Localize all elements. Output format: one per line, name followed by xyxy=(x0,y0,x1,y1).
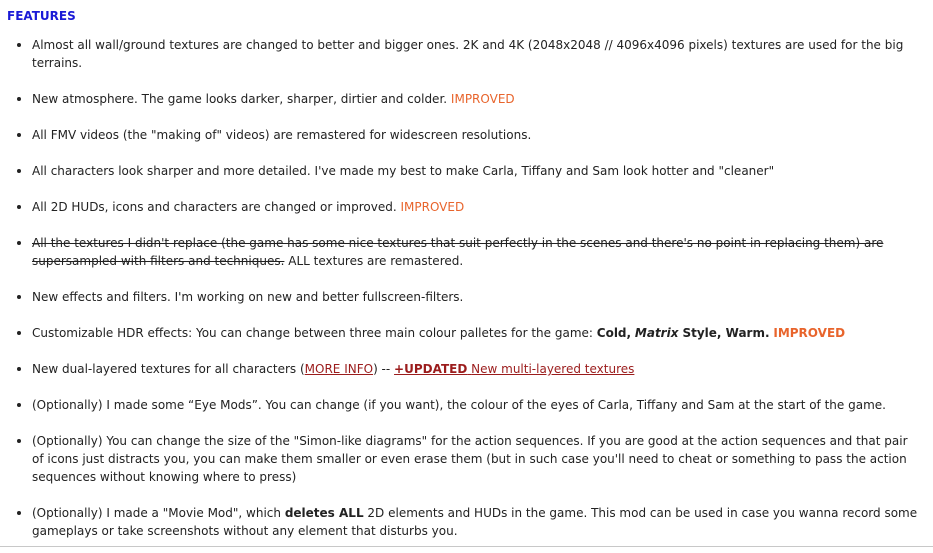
list-item xyxy=(0,396,933,414)
item-text: Customizable HDR effects: You can change between three main colour palletes for the game: xyxy=(32,326,593,340)
item-text: ALL textures are remastered. xyxy=(288,254,464,268)
more-info-link[interactable]: MORE INFO xyxy=(304,362,374,376)
list-item xyxy=(0,126,933,144)
palette-matrix: Matrix xyxy=(634,326,679,340)
item-text: (Optionally) You can change the size of the "Simon-like diagrams" for the action sequences. If you are good at the action sequences and that pair of icons just distracts you, you can make them smaller or even erase them (but in such case you'll need to cheat or something to pass the action sequences without knowing where to press) xyxy=(32,434,908,484)
improved-tag: IMPROVED xyxy=(400,200,465,214)
list-item xyxy=(0,288,933,306)
item-text: All FMV videos (the "making of" videos) are remastered for widescreen resolutions. xyxy=(32,128,532,142)
item-text: (Optionally) I made some “Eye Mods”. You can change (if you want), the colour of the eyes of Carla, Tiffany and Sam at the start of the game. xyxy=(32,398,886,412)
item-text: New effects and filters. I'm working on new and better fullscreen-filters. xyxy=(32,290,464,304)
list-item xyxy=(0,432,933,486)
section-heading: FEATURES xyxy=(7,9,76,23)
item-text: New atmosphere. The game looks darker, sharper, dirtier and colder. xyxy=(32,92,448,106)
list-item xyxy=(0,162,933,180)
improved-tag: IMPROVED xyxy=(773,326,846,340)
item-text: (Optionally) I made a "Movie Mod", which xyxy=(32,506,281,520)
list-item xyxy=(0,360,933,378)
item-text: All characters look sharper and more detailed. I've made my best to make Carla, Tiffany and Sam look hotter and "cleaner" xyxy=(32,164,775,178)
list-item xyxy=(0,234,933,270)
updated-textures-link[interactable] xyxy=(394,362,634,376)
list-item xyxy=(0,504,933,540)
struck-text: All the textures I didn't replace (the game has some nice textures that suit perfectly in the scenes and there's no point in replacing them) are supersampled with filters and techniques. xyxy=(32,236,884,268)
improved-tag: IMPROVED xyxy=(450,92,515,106)
item-text: 2D elements and HUDs in the game. This mod can be used in case you wanna record some gameplays or take screenshots without any element that disturbs you. xyxy=(32,506,918,538)
list-item xyxy=(0,36,933,72)
item-text: New dual-layered textures for all characters ( xyxy=(32,362,305,376)
list-item xyxy=(0,90,933,108)
updated-link-text: New multi-layered textures xyxy=(471,362,635,376)
item-text: Almost all wall/ground textures are changed to better and bigger ones. 2K and 4K (2048x2048 // 4096x4096 pixels) textures are used for the big terrains. xyxy=(32,38,904,70)
bottom-divider xyxy=(0,546,933,547)
palette-style-warm: Style, Warm. xyxy=(682,326,770,340)
list-item xyxy=(0,198,933,216)
bold-text: deletes ALL xyxy=(284,506,364,520)
list-item xyxy=(0,324,933,342)
palette-cold: Cold, xyxy=(596,326,632,340)
feature-list xyxy=(0,36,933,553)
item-text: All 2D HUDs, icons and characters are changed or improved. xyxy=(32,200,397,214)
item-text: ) -- xyxy=(373,362,391,376)
updated-label: +UPDATED xyxy=(394,362,468,376)
